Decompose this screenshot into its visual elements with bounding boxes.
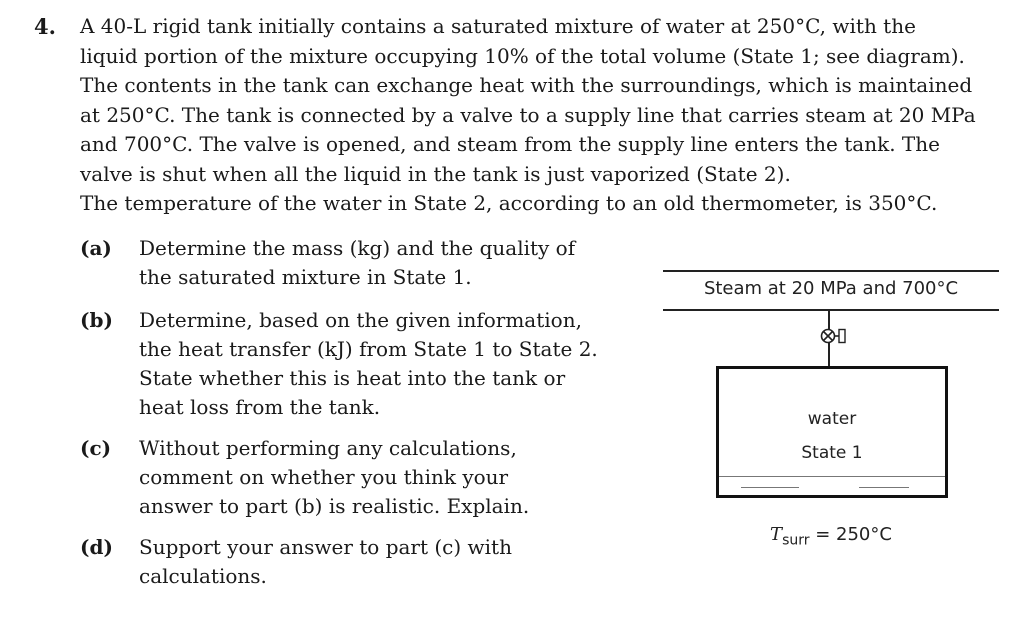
statement-line: and 700°C. The valve is opened, and steam from the supply line enters the tank. The xyxy=(80,132,940,156)
statement-line: valve is shut when all the liquid in the tank is just vaporized (State 2). xyxy=(80,161,791,186)
part-line: Determine the mass (kg) and the quality of xyxy=(139,236,576,260)
tank-label-state: State 1 xyxy=(801,443,863,463)
part-line: Without performing any calculations, xyxy=(139,436,517,460)
statement-line: A 40-L rigid tank initially contains a saturated mixture of water at 250°C, with the xyxy=(80,14,916,38)
tsurr-subscript: surr xyxy=(782,532,810,549)
liquid-ripple xyxy=(859,487,909,488)
part-a-text xyxy=(139,234,575,292)
part-b-label: (b) xyxy=(80,308,113,332)
problem-statement xyxy=(80,12,1010,219)
part-c-label: (c) xyxy=(80,436,112,460)
part-line: Determine, based on the given information, xyxy=(139,308,582,332)
part-d-text xyxy=(139,533,512,591)
part-line: calculations. xyxy=(139,564,267,588)
part-line: comment on whether you think your xyxy=(139,465,509,489)
part-a-label: (a) xyxy=(80,236,112,260)
surroundings-temperature xyxy=(660,524,1002,549)
tank-diagram xyxy=(660,262,1002,562)
tsurr-symbol: T xyxy=(770,524,783,545)
tank-label-water: water xyxy=(807,409,857,429)
part-line: heat loss from the tank. xyxy=(139,395,381,419)
supply-line-bottom-edge xyxy=(663,309,999,311)
part-line: Support your answer to part (c) with xyxy=(139,535,512,559)
problem-number: 4. xyxy=(34,14,56,39)
part-line: the heat transfer (kJ) from State 1 to State 2. xyxy=(139,337,598,361)
rigid-tank xyxy=(716,366,948,498)
part-line: the saturated mixture in State 1. xyxy=(139,265,472,289)
part-c-text xyxy=(139,434,529,521)
supply-line-label: Steam at 20 MPa and 700°C xyxy=(703,278,959,299)
part-line: State whether this is heat into the tank or xyxy=(139,366,566,390)
part-b-text xyxy=(139,306,598,422)
statement-line: liquid portion of the mixture occupying 10% of the total volume (State 1; see diagram). xyxy=(80,43,965,68)
part-line: answer to part (b) is realistic. Explain. xyxy=(139,494,530,518)
statement-line: at 250°C. The tank is connected by a valve to a supply line that carries steam at 20 MPa xyxy=(80,102,976,127)
tsurr-value: = 250°C xyxy=(809,524,892,545)
liquid-surface-line xyxy=(719,476,945,477)
statement-line: The temperature of the water in State 2, according to an old thermometer, is 350°C. xyxy=(80,191,938,215)
statement-line: The contents in the tank can exchange heat with the surroundings, which is maintained xyxy=(80,73,973,97)
supply-line-top-edge xyxy=(663,270,999,272)
part-d-label: (d) xyxy=(80,535,113,559)
valve-icon xyxy=(818,325,850,347)
liquid-ripple xyxy=(741,487,799,488)
